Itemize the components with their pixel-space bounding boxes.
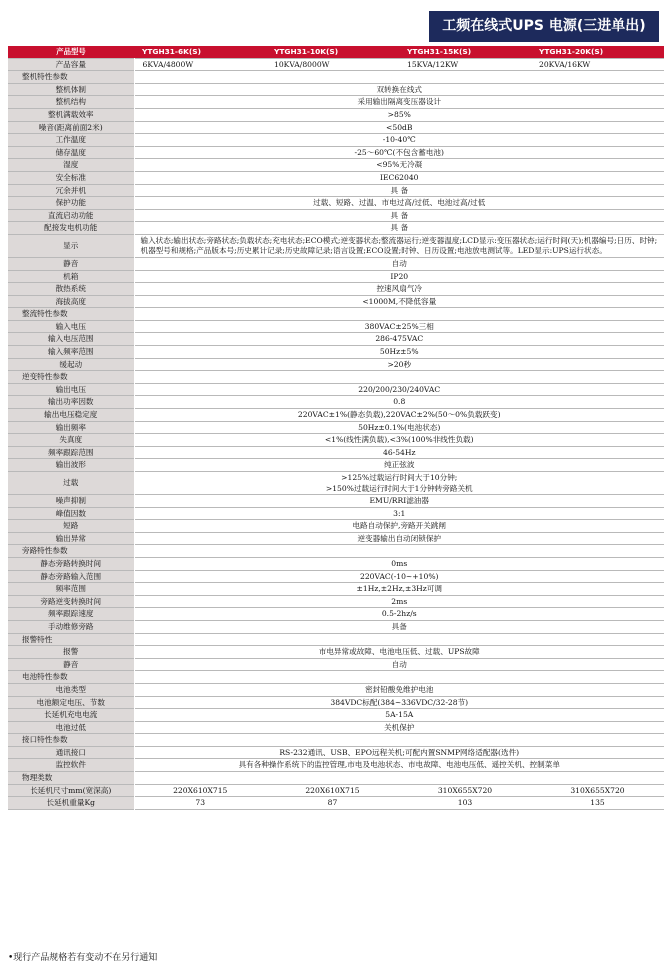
spec-row <box>8 346 664 359</box>
spec-value: 电路自动保护,旁路开关跳闸 <box>352 521 447 531</box>
capacity-cell: 6KVA/4800W <box>142 59 194 69</box>
spec-label: 输出频率 <box>8 421 134 434</box>
spec-value: 具有各种操作系统下的监控管理,市电及电池状态、市电故障、电池电压低、遥控关机、控制菜单 <box>238 760 560 770</box>
spec-label: 输出波形 <box>8 459 134 472</box>
spec-label: 输入电压 <box>8 320 134 333</box>
spec-row <box>8 171 664 184</box>
model-cell: YTGH31-6K(S) <box>134 46 266 58</box>
spec-value <box>134 734 664 747</box>
spec-label: 湿度 <box>8 159 134 172</box>
spec-label: 输出异常 <box>8 532 134 545</box>
spec-label: 输入电压范围 <box>8 333 134 346</box>
spec-row <box>8 532 664 545</box>
spec-label: 冗余并机 <box>8 184 134 197</box>
spec-label: 工作温度 <box>8 134 134 147</box>
spec-row <box>8 222 664 235</box>
spec-label: 整机结构 <box>8 96 134 109</box>
spec-label: 报警特性 <box>8 633 134 646</box>
spec-value: 自动 <box>391 659 407 669</box>
spec-value: 具 备 <box>390 210 409 220</box>
spec-label: 显示 <box>8 234 134 257</box>
spec-label: 物理类数 <box>8 772 134 785</box>
weight-cell: 87 <box>327 798 338 808</box>
spec-row <box>8 108 664 121</box>
spec-label: 过载 <box>8 472 134 495</box>
spec-row <box>8 159 664 172</box>
spec-row <box>8 620 664 633</box>
spec-row <box>8 358 664 371</box>
spec-value: 3:1 <box>393 508 406 518</box>
spec-row <box>8 446 664 459</box>
dimension-cell: 310X655X720 <box>570 785 625 795</box>
spec-row <box>8 759 664 772</box>
spec-row <box>8 383 664 396</box>
spec-value: <1%(线性满负载),<3%(100%非线性负载) <box>324 435 474 445</box>
spec-row <box>8 557 664 570</box>
spec-row <box>8 184 664 197</box>
spec-row <box>8 721 664 734</box>
spec-label: 旁路特性参数 <box>8 545 134 558</box>
weight-cell: 73 <box>195 798 206 808</box>
weight-label: 长延机重量Kg <box>8 797 134 810</box>
model-cell: YTGH31-10K(S) <box>266 46 399 58</box>
spec-value <box>134 545 664 558</box>
spec-row <box>8 507 664 520</box>
spec-row <box>8 520 664 533</box>
section-row <box>8 671 664 684</box>
spec-value: 220VAC±1%(静态负载),220VAC±2%(50～0%负载跃变) <box>297 410 501 420</box>
spec-label: 通讯接口 <box>8 746 134 759</box>
model-row <box>8 46 664 58</box>
spec-value: 2ms <box>391 596 408 606</box>
spec-label: 频率跟踪速度 <box>8 608 134 621</box>
spec-value <box>134 772 664 785</box>
spec-label: 噪声抑制 <box>8 495 134 508</box>
spec-value: 286-475VAC <box>375 334 424 344</box>
spec-value: 控速风扇气冷 <box>376 284 423 294</box>
spec-table <box>8 46 664 810</box>
spec-value: IP20 <box>390 271 409 281</box>
spec-value: 具 备 <box>390 185 409 195</box>
spec-value: 双转换在线式 <box>376 84 423 94</box>
spec-value: EMU/RRI滤油器 <box>369 496 429 505</box>
spec-label: 静态旁路转换时间 <box>8 557 134 570</box>
spec-label: 报警 <box>8 646 134 659</box>
spec-value: 具备 <box>391 621 407 631</box>
spec-value: 50Hz±5% <box>379 347 419 357</box>
spec-value: 50Hz±0.1%(电池状态) <box>358 422 441 432</box>
section-row <box>8 545 664 558</box>
spec-row <box>8 146 664 159</box>
spec-label: 缓起动 <box>8 358 134 371</box>
spec-label: 逆变特性参数 <box>8 371 134 384</box>
dimension-row <box>8 784 664 797</box>
spec-label: 机箱 <box>8 270 134 283</box>
footnote: •现行产品规格若有变动不在另行通知 <box>8 953 158 963</box>
spec-row <box>8 283 664 296</box>
spec-value: RS-232通讯、USB、EPO远程关机;可配内置SNMP网络适配器(选件) <box>279 747 520 757</box>
spec-value <box>134 371 664 384</box>
section-row <box>8 734 664 747</box>
spec-value: >125%过载运行时间大于10分钟; >150%过载运行时间大于1分钟转旁路关机 <box>325 473 473 493</box>
section-row <box>8 772 664 785</box>
spec-label: 长延机充电电流 <box>8 709 134 722</box>
capacity-cell: 10KVA/8000W <box>274 59 330 69</box>
capacity-cell: 15KVA/12KW <box>407 59 459 69</box>
spec-value: 220VAC(-10~+10%) <box>359 571 439 581</box>
model-cell: YTGH31-20K(S) <box>531 46 664 58</box>
spec-row <box>8 434 664 447</box>
spec-row <box>8 646 664 659</box>
dimension-label: 长延机尺寸mm(宽深高) <box>8 784 134 797</box>
spec-row <box>8 595 664 608</box>
spec-value: 密封铅酸免维护电池 <box>365 684 434 694</box>
spec-row <box>8 495 664 508</box>
spec-row <box>8 333 664 346</box>
spec-row <box>8 696 664 709</box>
spec-label: 峰值因数 <box>8 507 134 520</box>
spec-value: 自动 <box>391 258 407 268</box>
spec-label: 配接发电机功能 <box>8 222 134 235</box>
spec-value: 市电异常或故障、电池电压低、过载、UPS故障 <box>318 647 480 657</box>
spec-value <box>134 71 664 84</box>
dimension-cell: 220X610X715 <box>305 785 360 795</box>
spec-label: 监控软件 <box>8 759 134 772</box>
spec-value: <1000M,不降低容量 <box>362 296 437 306</box>
spec-value: 0ms <box>391 558 408 568</box>
spec-label: 电池特性参数 <box>8 671 134 684</box>
page-title: 工频在线式UPS 电源(三进单出) <box>429 11 659 42</box>
spec-label: 海拔高度 <box>8 295 134 308</box>
spec-value: 380VAC±25%三相 <box>364 321 434 331</box>
spec-row <box>8 121 664 134</box>
spec-row <box>8 234 664 257</box>
spec-row <box>8 683 664 696</box>
spec-label: 散热系统 <box>8 283 134 296</box>
section-row <box>8 71 664 84</box>
spec-label: 短路 <box>8 520 134 533</box>
spec-value: 384VDC标配(384~336VDC/32-28节) <box>330 697 469 707</box>
spec-label: 旁路逆变转换时间 <box>8 595 134 608</box>
spec-label: 静态旁路输入范围 <box>8 570 134 583</box>
spec-row <box>8 83 664 96</box>
spec-label: 手动维修旁路 <box>8 620 134 633</box>
capacity-label: 产品容量 <box>8 58 134 71</box>
spec-row <box>8 658 664 671</box>
spec-label: 噪音(距离前面2米) <box>8 121 134 134</box>
spec-row <box>8 570 664 583</box>
spec-row <box>8 96 664 109</box>
spec-value: 输入状态;输出状态;旁路状态;负载状态;充电状态;ECO模式;逆变器状态;整流器运行;逆变器温度;LCD显示:变压器状态;运行时间(天);机器编号;日历、时钟;机器型号和规格;产品版本号;历史累计记录;历史故障记录;语言设置;ECO设置;时钟、日历设置;电池放电测试等。LED显示:UPS运行状态。 <box>140 235 658 255</box>
spec-label: 安全标准 <box>8 171 134 184</box>
spec-row <box>8 320 664 333</box>
spec-row <box>8 197 664 210</box>
spec-label: 输出电压 <box>8 383 134 396</box>
spec-row <box>8 134 664 147</box>
spec-label: 直流启动功能 <box>8 209 134 222</box>
spec-label: 电池额定电压、节数 <box>8 696 134 709</box>
spec-row <box>8 608 664 621</box>
spec-value: <50dB <box>386 122 413 132</box>
spec-label: 输入频率范围 <box>8 346 134 359</box>
section-row <box>8 633 664 646</box>
spec-label: 电池过低 <box>8 721 134 734</box>
spec-row <box>8 409 664 422</box>
spec-value: <95%无冷凝 <box>376 160 423 170</box>
spec-value: 0.5-2hz/s <box>381 609 417 619</box>
spec-label: 输出电压稳定度 <box>8 409 134 422</box>
capacity-row <box>8 58 664 71</box>
weight-cell: 103 <box>457 798 473 808</box>
capacity-cell: 20KVA/16KW <box>539 59 591 69</box>
spec-label: 整机体制 <box>8 83 134 96</box>
spec-value: -25～60℃(不包含蓄电池) <box>354 147 444 157</box>
spec-value: ±1Hz,±2Hz,±3Hz可调 <box>356 584 442 594</box>
spec-value: >85% <box>387 109 411 119</box>
weight-cell: 135 <box>590 798 605 808</box>
spec-label: 静音 <box>8 658 134 671</box>
weight-row <box>8 797 664 810</box>
spec-value: 过载、短路、过温、市电过高/过低、电池过高/过低 <box>313 198 486 208</box>
spec-label: 保护功能 <box>8 197 134 210</box>
spec-row <box>8 709 664 722</box>
spec-value: 逆变器输出自动闭锁保护 <box>357 533 442 543</box>
spec-value: 采用输出隔离变压器设计 <box>357 97 442 107</box>
model-cell: YTGH31-15K(S) <box>399 46 531 58</box>
model-label: 产品型号 <box>8 46 134 58</box>
spec-row <box>8 583 664 596</box>
spec-label: 静音 <box>8 257 134 270</box>
spec-label: 储存温度 <box>8 146 134 159</box>
spec-row <box>8 270 664 283</box>
spec-row <box>8 459 664 472</box>
spec-label: 电池类型 <box>8 683 134 696</box>
spec-value: 0.8 <box>393 397 406 407</box>
section-row <box>8 371 664 384</box>
spec-label: 频率跟踪范围 <box>8 446 134 459</box>
spec-row <box>8 209 664 222</box>
spec-label: 频率范围 <box>8 583 134 596</box>
spec-value: 纯正弦波 <box>384 460 415 470</box>
spec-value <box>134 671 664 684</box>
spec-label: 整机特性参数 <box>8 71 134 84</box>
spec-value: 46-54Hz <box>382 447 416 457</box>
spec-row <box>8 396 664 409</box>
spec-label: 整机满载效率 <box>8 108 134 121</box>
dimension-cell: 310X655X720 <box>437 785 493 795</box>
spec-row <box>8 257 664 270</box>
spec-value <box>134 633 664 646</box>
section-row <box>8 308 664 321</box>
spec-value: 5A-15A <box>385 710 414 720</box>
spec-value: -10-40℃ <box>382 135 416 145</box>
spec-row <box>8 421 664 434</box>
spec-value <box>134 308 664 321</box>
spec-value: 220/200/230/240VAC <box>358 384 441 394</box>
spec-value: 具 备 <box>390 223 409 233</box>
spec-label: 整流特性参数 <box>8 308 134 321</box>
spec-value: IEC62040 <box>379 172 419 182</box>
spec-label: 接口特性参数 <box>8 734 134 747</box>
spec-label: 输出功率因数 <box>8 396 134 409</box>
spec-row <box>8 472 664 495</box>
spec-row <box>8 295 664 308</box>
spec-value: 关机保护 <box>384 722 415 732</box>
spec-row <box>8 746 664 759</box>
spec-value: >20秒 <box>387 359 412 369</box>
spec-label: 失真度 <box>8 434 134 447</box>
dimension-cell: 220X610X715 <box>173 785 228 795</box>
